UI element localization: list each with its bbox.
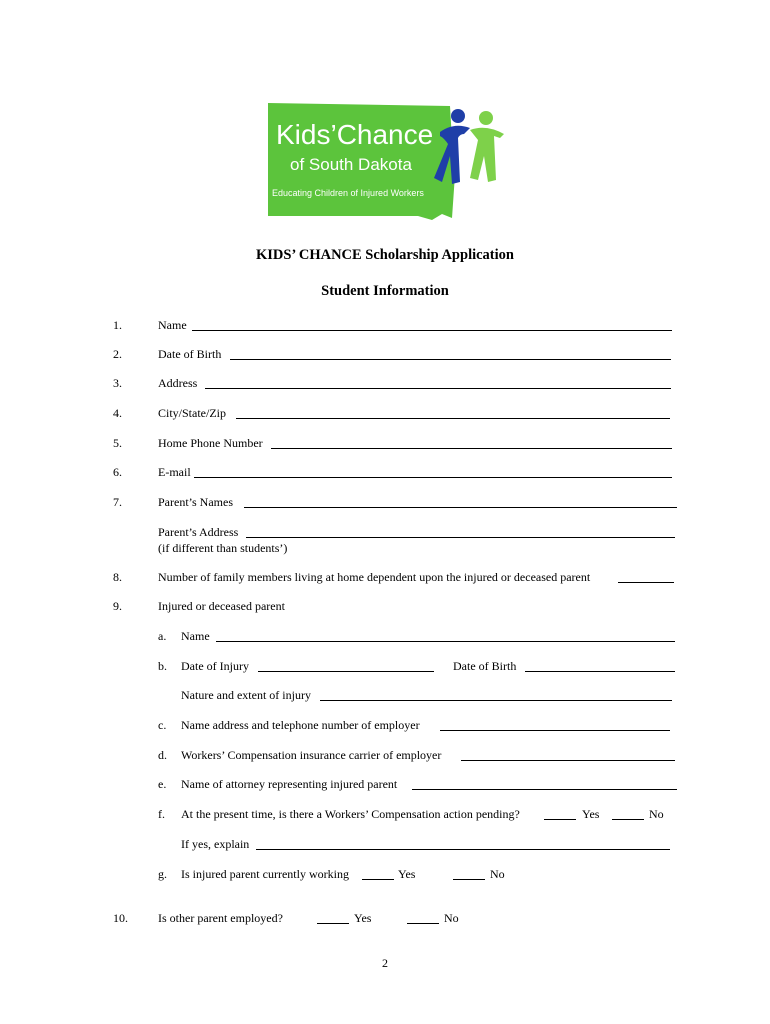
attorney-label: Name of attorney representing injured parent [181, 777, 398, 791]
sub-letter-b: b. [158, 659, 167, 673]
nature-of-injury-field[interactable] [320, 700, 672, 701]
injured-name-field[interactable] [216, 641, 675, 642]
email-field[interactable] [194, 477, 672, 478]
nature-of-injury-label: Nature and extent of injury [181, 688, 311, 702]
parents-address-label: Parent’s Address [158, 525, 239, 539]
item-number-2: 2. [113, 347, 122, 361]
explain-label: If yes, explain [181, 837, 250, 851]
address-field[interactable] [205, 388, 671, 389]
email-label: E-mail [158, 465, 191, 479]
injured-dob-label: Date of Birth [453, 659, 517, 673]
home-phone-label: Home Phone Number [158, 436, 263, 450]
family-members-label: Number of family members living at home dependent upon the injured or deceased parent [158, 570, 591, 584]
sub-letter-a: a. [158, 629, 167, 643]
kids-chance-logo [264, 100, 512, 224]
other-parent-yes-label: Yes [354, 911, 372, 925]
action-pending-no-field[interactable] [612, 819, 644, 820]
other-parent-no-field[interactable] [407, 923, 439, 924]
logo-line2: of South Dakota [290, 155, 412, 174]
item-number-8: 8. [113, 570, 122, 584]
sub-letter-f: f. [158, 807, 165, 821]
currently-working-label: Is injured parent currently working [181, 867, 349, 881]
currently-working-no-field[interactable] [453, 879, 485, 880]
dob-field[interactable] [230, 359, 671, 360]
logo-tagline: Educating Children of Injured Workers [272, 188, 424, 198]
section-subtitle: Student Information [321, 283, 449, 299]
action-pending-yes-field[interactable] [544, 819, 576, 820]
insurance-carrier-field[interactable] [461, 760, 675, 761]
other-parent-no-label: No [444, 911, 459, 925]
currently-working-no-label: No [490, 867, 505, 881]
item-number-4: 4. [113, 406, 122, 420]
address-label: Address [158, 376, 198, 390]
item-number-1: 1. [113, 318, 122, 332]
sub-letter-g: g. [158, 867, 167, 881]
insurance-carrier-label: Workers’ Compensation insurance carrier of employer [181, 748, 442, 762]
item-number-7: 7. [113, 495, 122, 509]
home-phone-field[interactable] [271, 448, 672, 449]
page-number: 2 [382, 956, 388, 970]
other-parent-yes-field[interactable] [317, 923, 349, 924]
currently-working-yes-field[interactable] [362, 879, 394, 880]
green-child-figure [470, 111, 504, 182]
sub-letter-c: c. [158, 718, 167, 732]
sub-letter-e: e. [158, 777, 167, 791]
action-pending-label: At the present time, is there a Workers’ Compensation action pending? [181, 807, 520, 821]
currently-working-yes-label: Yes [398, 867, 416, 881]
item-number-6: 6. [113, 465, 122, 479]
item-number-10: 10. [113, 911, 128, 925]
injured-parent-label: Injured or deceased parent [158, 599, 285, 613]
city-state-zip-label: City/State/Zip [158, 406, 226, 420]
employer-info-field[interactable] [440, 730, 670, 731]
parents-address-field[interactable] [246, 537, 675, 538]
parents-address-note: (if different than students’) [158, 541, 288, 555]
injured-name-label: Name [181, 629, 210, 643]
name-label: Name [158, 318, 187, 332]
action-pending-yes-label: Yes [582, 807, 600, 821]
parents-names-field[interactable] [244, 507, 677, 508]
dob-label: Date of Birth [158, 347, 222, 361]
injured-dob-field[interactable] [525, 671, 675, 672]
item-number-9: 9. [113, 599, 122, 613]
date-of-injury-field[interactable] [258, 671, 434, 672]
date-of-injury-label: Date of Injury [181, 659, 249, 673]
item-number-3: 3. [113, 376, 122, 390]
employer-info-label: Name address and telephone number of employer [181, 718, 420, 732]
attorney-field[interactable] [412, 789, 677, 790]
explain-field[interactable] [256, 849, 670, 850]
action-pending-no-label: No [649, 807, 664, 821]
city-state-zip-field[interactable] [236, 418, 670, 419]
name-field[interactable] [192, 330, 672, 331]
other-parent-employed-label: Is other parent employed? [158, 911, 283, 925]
parents-names-label: Parent’s Names [158, 495, 233, 509]
item-number-5: 5. [113, 436, 122, 450]
logo-line1: Kids’Chance [276, 119, 434, 150]
family-members-field[interactable] [618, 582, 674, 583]
page-title: KIDS’ CHANCE Scholarship Application [256, 247, 514, 263]
sub-letter-d: d. [158, 748, 167, 762]
